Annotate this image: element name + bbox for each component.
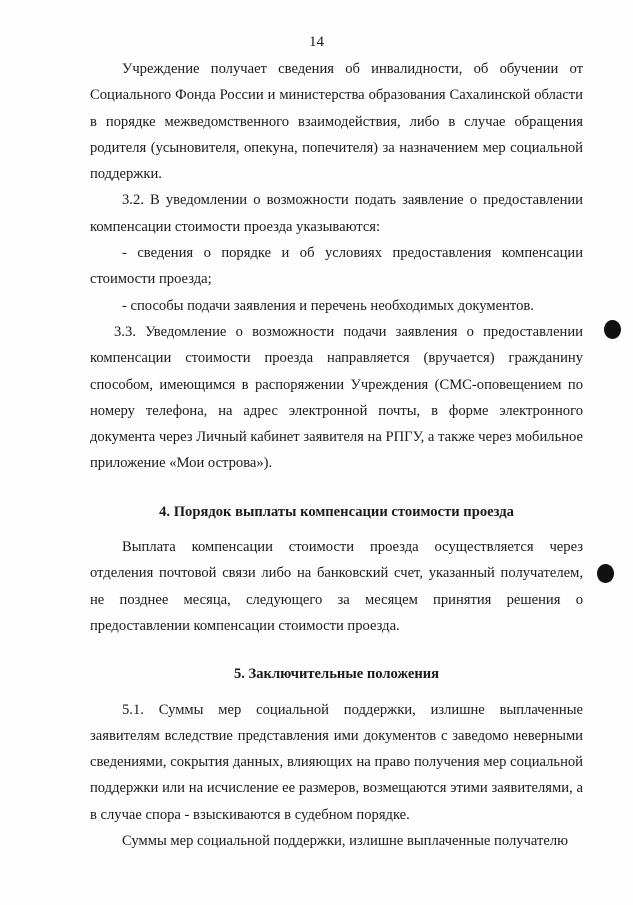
list-item-methods: - способы подачи заявления и перечень необходимых документов.: [122, 297, 534, 314]
punch-hole-icon: [604, 320, 621, 339]
spacer: [90, 477, 583, 499]
list-item-procedure: - сведения о порядке и об условиях предоставления компенсации стоимости проезда;: [90, 245, 583, 288]
section-4-heading: 4. Порядок выплаты компенсации стоимости проезда: [159, 503, 514, 520]
paragraph-3-2: 3.2. В уведомлении о возможности подать заявление о предоставлении компенсации стоимости проезда указываются:: [90, 192, 583, 235]
paragraph-data-sources: Учреждение получает сведения об инвалидности, об обучении от Социального Фонда России и министерства образования Сахалинской области в порядке межведомственного взаимодействия, либо в случае обращения родителя (усыновителя, опекуна, попечителя) за назначением мер социальной поддержки.: [90, 61, 583, 183]
punch-hole-icon: [597, 564, 614, 583]
paragraph-4: Выплата компенсации стоимости проезда осуществляется через отделения почтовой связи либо на банковский счет, указанный получателем, не позднее месяца, следующего за месяцем принятия решения о предоставлении компенсации стоимости проезда.: [90, 539, 583, 634]
paragraph-5-1: 5.1. Суммы мер социальной поддержки, излишне выплаченные заявителям вследствие представления ими документов с заведомо неверными сведениями, сокрытия данных, влияющих на право получения мер социальной поддержки или на исчисление ее размеров, возмещаются этими заявителями, а в случае спора - взыскиваются в судебном порядке.: [90, 701, 583, 823]
paragraph-3-3: 3.3. Уведомление о возможности подачи заявления о предоставлении компенсации стоимости проезда направляется (вручается) гражданину способом, имеющимся в распоряжении Учреждения (СМС-оповещением по номеру телефона, на адрес электронной почты, в форме электронного документа через Личный кабинет заявителя на РПГУ, а также через мобильное приложение «Мои острова»).: [90, 323, 583, 472]
spacer: [90, 688, 583, 697]
document-body: [90, 56, 583, 854]
spacer: [90, 525, 583, 534]
spacer: [90, 639, 583, 661]
section-5-heading: 5. Заключительные положения: [233, 666, 440, 683]
paragraph-5-2: Суммы мер социальной поддержки, излишне выплаченные получателю: [122, 833, 569, 850]
page-number: 14: [309, 34, 324, 50]
